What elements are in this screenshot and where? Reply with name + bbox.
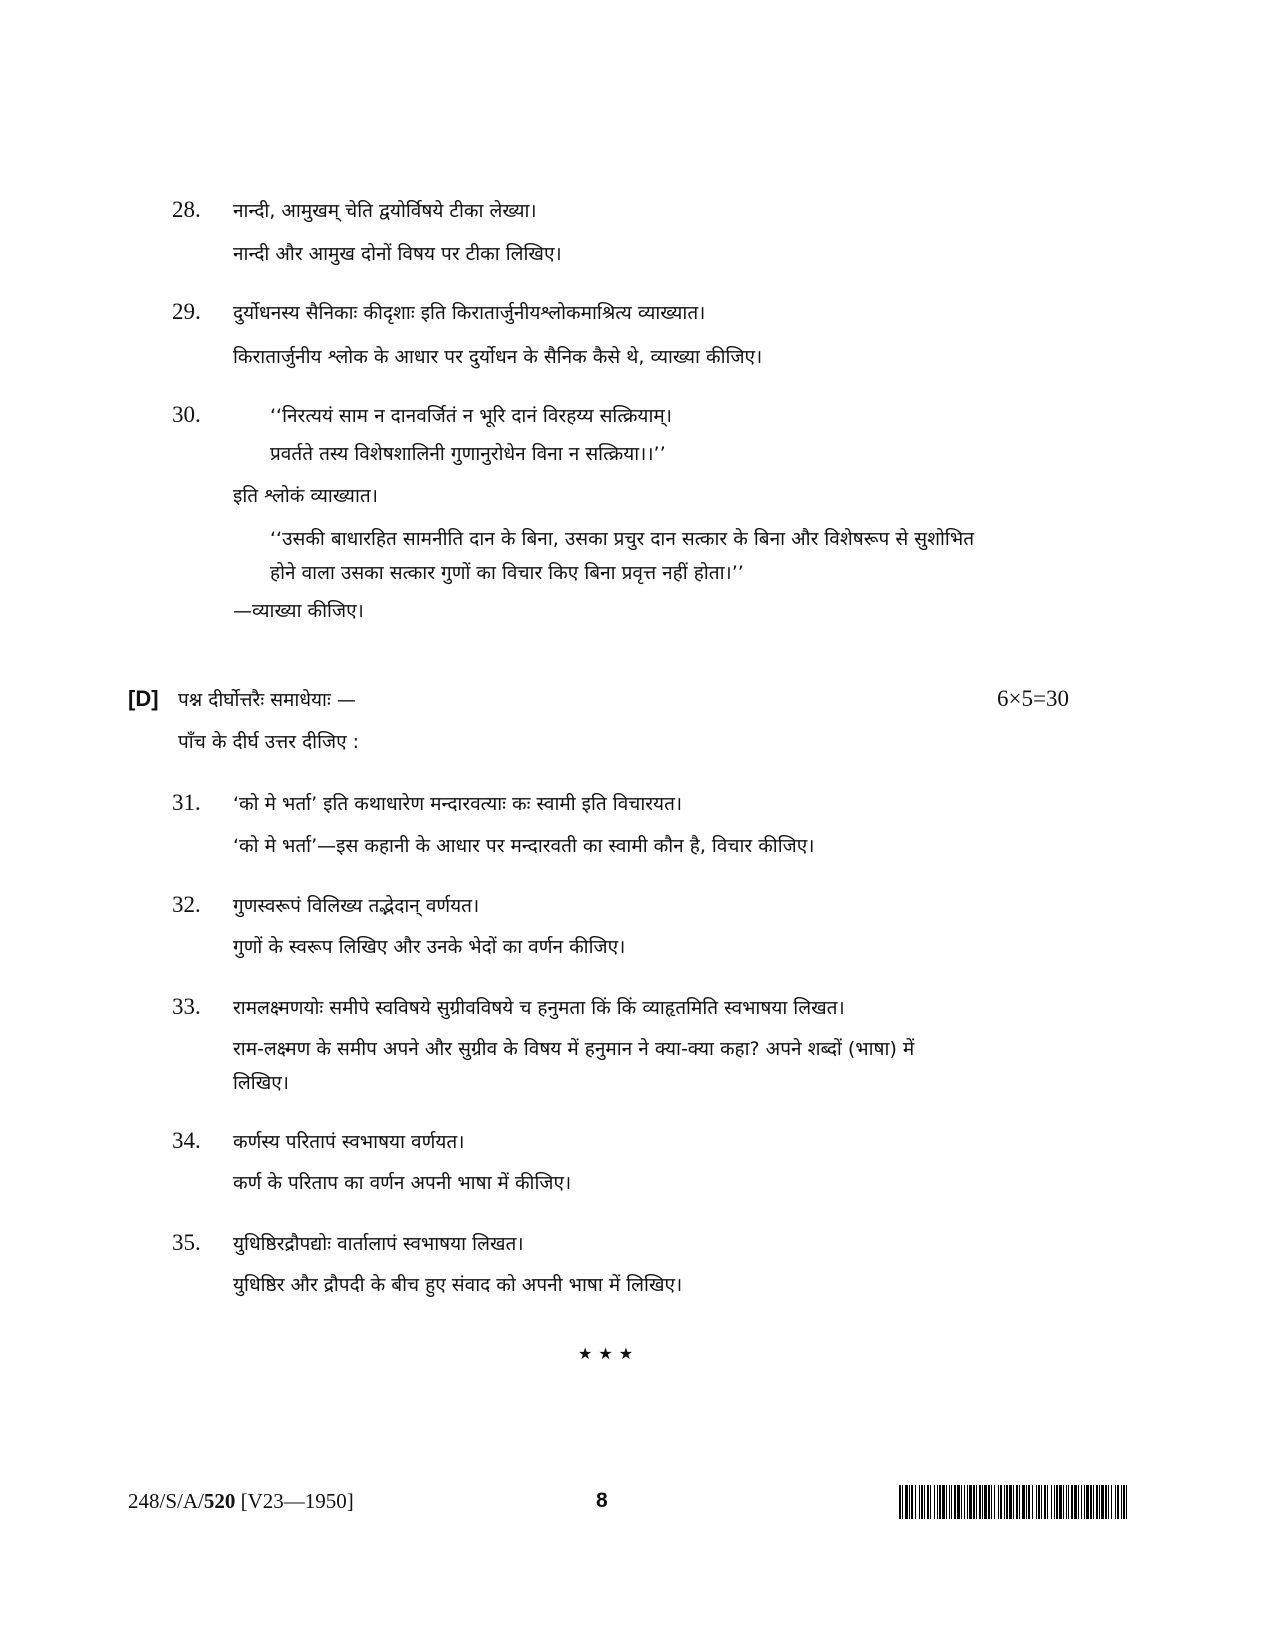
verse-line: ‘‘निरत्ययं साम न दानवर्जितं न भूरि दानं विरहय्य सत्क्रियाम्। [270,405,672,427]
question-number: 34. [172,1128,201,1153]
question-hindi: ‘को मे भर्ता’—इस कहानी के आधार पर मन्दारवती का स्वामी कौन है, विचार कीजिए। [233,835,815,857]
question-sanskrit: कर्णस्य परितापं स्वभाषया वर्णयत। [233,1131,465,1153]
question-number: 35. [172,1230,201,1255]
question-hindi: किरातार्जुनीय श्लोक के आधार पर दुर्योधन के सैनिक कैसे थे, व्याख्या कीजिए। [233,346,763,368]
question-sanskrit: दुर्योधनस्य सैनिकाः कीदृशाः इति किरातार्जुनीयश्लोकमाश्रित्य व्याख्यात। [233,302,706,324]
question-hindi: युधिष्ठिर और द्रौपदी के बीच हुए संवाद को अपनी भाषा में लिखिए। [233,1274,683,1296]
question-sanskrit: नान्दी, आमुखम् चेति द्वयोर्विषये टीका लेख्या। [233,200,537,222]
section-subtitle: पाँच के दीर्घ उत्तर दीजिए : [178,731,360,753]
question-closing: —व्याख्या कीजिए। [233,600,364,622]
end-of-paper-stars: ★★★ [578,1344,640,1363]
question-hindi: गुणों के स्वरूप लिखिए और उनके भेदों का वर्णन कीजिए। [233,936,626,958]
question-sanskrit: गुणस्वरूपं विलिख्य तद्भेदान् वर्णयत। [233,895,480,917]
question-hindi: राम-लक्ष्मण के समीप अपने और सुग्रीव के विषय में हनुमान ने क्या-क्या कहा? अपने शब्दों (भाषा) में [233,1038,915,1060]
paper-code [128,1489,354,1514]
question-hindi: नान्दी और आमुख दोनों विषय पर टीका लिखिए। [233,243,562,265]
question-hindi: लिखिए। [233,1072,289,1094]
barcode-icon [899,1485,1127,1519]
question-number: 33. [172,994,201,1019]
question-number: 32. [172,892,201,917]
question-number: 31. [172,790,201,815]
question-sanskrit: रामलक्ष्मणयोः समीपे स्वविषये सुग्रीवविषये च हनुमता किं किं व्याहृतमिति स्वभाषया लिखत। [233,997,845,1019]
page-number: 8 [596,1489,608,1512]
question-sanskrit: युधिष्ठिरद्रौपद्योः वार्तालापं स्वभाषया लिखत। [233,1233,524,1255]
hindi-translation-line: होने वाला उसका सत्कार गुणों का विचार किए बिना प्रवृत्त नहीं होता।’’ [270,562,744,584]
question-number: 30. [172,402,201,427]
question-number: 29. [172,299,201,324]
hindi-translation-line: ‘‘उसकी बाधारहित सामनीति दान के बिना, उसका प्रचुर दान सत्कार के बिना और विशेषरूप से सुशोभित [270,528,975,550]
question-hindi: कर्ण के परिताप का वर्णन अपनी भाषा में कीजिए। [233,1172,572,1194]
paper-code-number: 520 [203,1489,236,1513]
question-sanskrit: ‘को मे भर्ता’ इति कथाधारेण मन्दारवत्याः कः स्वामी इति विचारयत। [233,793,683,815]
paper-code-suffix: [V23—1950] [235,1489,354,1513]
question-instruction: इति श्लोकं व्याख्यात। [233,485,378,507]
verse-line: प्रवर्तते तस्य विशेषशालिनी गुणानुरोधेन विना न सत्क्रिया।।’’ [270,443,666,465]
paper-code-prefix: 248/S/A/ [128,1489,204,1513]
section-marks: 6×5=30 [997,686,1069,711]
question-number: 28. [172,197,201,222]
section-label: [D] [128,686,159,711]
section-title: पश्न दीर्घोत्तरैः समाधेयाः — [178,689,356,711]
